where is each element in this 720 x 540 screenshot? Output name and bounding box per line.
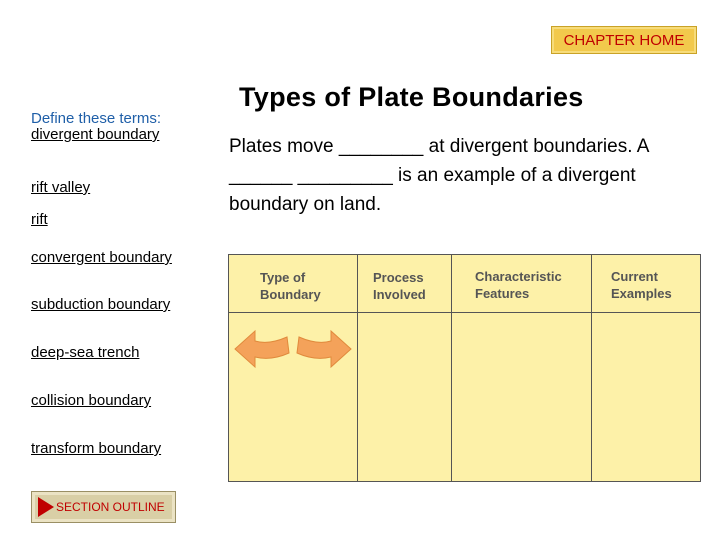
- chapter-home-button[interactable]: [551, 26, 697, 54]
- section-outline-label: SECTION OUTLINE: [56, 500, 165, 514]
- term-divergent-boundary: divergent boundary: [31, 126, 160, 143]
- header-type-of-boundary: Type of Boundary: [260, 270, 321, 302]
- term-convergent-boundary: convergent boundary: [31, 249, 172, 266]
- section-outline-button[interactable]: [31, 491, 176, 523]
- header-characteristic-features: Characteristic Features: [475, 269, 562, 301]
- term-subduction-boundary: subduction boundary: [31, 296, 171, 313]
- diverging-arrows-icon: [229, 319, 357, 379]
- play-arrow-icon: [38, 497, 54, 517]
- term-deep-sea-trench: deep-sea trench: [31, 344, 140, 361]
- term-rift: rift: [31, 211, 48, 228]
- page-title: Types of Plate Boundaries: [239, 82, 584, 112]
- fill-in-paragraph: Plates move ________ at divergent boundaries. A ______ _________ is an example of a divergent boundary on land.: [229, 136, 649, 215]
- table-divider: [451, 255, 452, 481]
- table-divider: [357, 255, 358, 481]
- boundary-table: [228, 254, 701, 482]
- table-divider: [591, 255, 592, 481]
- term-transform-boundary: transform boundary: [31, 440, 162, 457]
- define-terms-heading: Define these terms:: [31, 110, 162, 127]
- header-current-examples: Current Examples: [611, 269, 672, 301]
- term-rift-valley: rift valley: [31, 179, 91, 196]
- term-collision-boundary: collision boundary: [31, 392, 152, 409]
- table-header-divider: [229, 312, 700, 313]
- chapter-home-label: CHAPTER HOME: [563, 31, 685, 49]
- header-process-involved: Process Involved: [373, 270, 426, 302]
